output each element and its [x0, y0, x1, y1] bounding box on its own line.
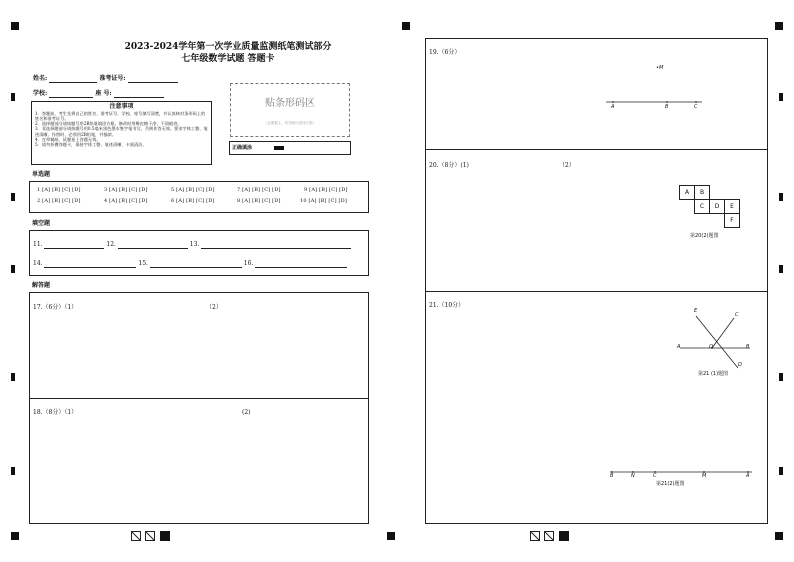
single-choice-box — [29, 181, 369, 213]
blank-row-2 — [33, 259, 347, 268]
q20-cell-c: C — [694, 199, 710, 214]
blank-label-13: 13. — [189, 241, 200, 249]
q21-line-point-c: C — [653, 473, 657, 479]
blank-label-12: 12. — [106, 241, 116, 249]
choice-q1[interactable]: 1 [A] [B] [C] [D] — [37, 187, 81, 193]
timing-mark — [11, 193, 15, 201]
fill-blank-box — [29, 230, 369, 276]
corner-mark-bottom-right — [775, 532, 783, 540]
page-title: 2023-2024学年第一次学业质量监测纸笔测试部分 — [124, 42, 332, 52]
q21-label-c: C — [735, 312, 739, 318]
blank-label-15: 15. — [138, 260, 148, 268]
single-choice-heading: 单选题 — [32, 171, 51, 178]
blank-14[interactable] — [44, 259, 136, 268]
notice-item: 1．答题前，考生先将自己的姓名、准考证号、学校、座号填写清楚，并认真核对条形码上的姓名和准考证号。 — [35, 110, 206, 121]
q19-point-m: •M — [656, 65, 664, 71]
q20-cell-f: F — [724, 213, 740, 228]
choice-q4[interactable]: 4 [A] [B] [C] [D] — [104, 198, 148, 204]
school-row — [33, 89, 164, 98]
q19-point-a: A — [611, 104, 615, 110]
q18-part2-label: (2) — [242, 409, 251, 416]
q20-part2-label: （2） — [559, 162, 575, 169]
fill-example-mark — [274, 146, 284, 150]
q19-answer-area[interactable] — [425, 38, 768, 150]
solutions-heading: 解答题 — [32, 282, 51, 289]
timing-mark — [11, 265, 15, 273]
blank-11[interactable] — [44, 240, 104, 249]
blank-label-11: 11. — [33, 241, 43, 249]
school-field[interactable] — [49, 89, 93, 98]
seat-label: 座 号: — [95, 90, 112, 98]
barcode-area[interactable] — [230, 83, 350, 137]
blank-label-16: 16. — [243, 260, 254, 268]
blank-12[interactable] — [118, 240, 188, 249]
notice-item: 3．非选择题部分请按题号用0.5毫米黑色墨水签字笔书写，否则作答无效。要求字体工整、笔迹清晰。作图时，必须用2B铅笔，并描浓。 — [35, 126, 208, 137]
q21-line-point-n: N — [631, 473, 635, 479]
timing-mark — [11, 93, 15, 101]
q21-label-d: D — [738, 362, 742, 368]
q20-label: 20.（8分）(1) — [429, 162, 469, 169]
q21-caption-2: 第21(2)题图 — [656, 481, 685, 487]
q21-label-o: O — [709, 344, 713, 350]
q18-label: 18.（8分）（1） — [33, 409, 78, 416]
seat-field[interactable] — [114, 89, 164, 98]
q20-cell-b: B — [694, 185, 710, 200]
corner-mark-top-mid-left — [402, 22, 410, 30]
choice-q6[interactable]: 6 [A] [B] [C] [D] — [171, 198, 215, 204]
q21-caption-1: 第21 (1)题图 — [698, 371, 729, 377]
q20-cell-a: A — [679, 185, 695, 200]
notice-box — [31, 101, 212, 165]
q21-label-e: E — [694, 308, 698, 314]
corner-mark-bottom-mid — [387, 532, 395, 540]
q18-answer-area[interactable] — [29, 398, 369, 524]
school-label: 学校: — [33, 90, 48, 98]
q20-caption: 第20(2)题图 — [690, 233, 719, 239]
timing-mark — [11, 467, 15, 475]
blank-16[interactable] — [255, 259, 347, 268]
fill-example-box — [229, 141, 351, 155]
choice-q5[interactable]: 5 [A] [B] [C] [D] — [171, 187, 215, 193]
name-label: 姓名: — [33, 75, 48, 83]
blank-label-14: 14. — [33, 260, 43, 268]
notice-item: 2．选择题部分请按题号用2B铅笔填涂方框，修改时用橡皮擦干净，不留痕迹。 — [35, 121, 182, 127]
choice-q7[interactable]: 7 [A] [B] [C] [D] — [237, 187, 281, 193]
ticket-label: 准考证号: — [99, 75, 126, 83]
q21-line-point-b: B — [610, 473, 614, 479]
choice-q3[interactable]: 3 [A] [B] [C] [D] — [104, 187, 148, 193]
blank-row-1 — [33, 240, 351, 249]
ticket-field[interactable] — [128, 74, 178, 83]
q19-label: 19.（6分） — [429, 49, 461, 56]
corner-mark-top-left — [11, 22, 19, 30]
q17-label: 17.（6分）（1） — [33, 304, 78, 311]
barcode-label: 贴条形码区 — [265, 98, 315, 109]
name-row — [33, 74, 178, 83]
notice-title: 注意事项 — [109, 103, 134, 110]
timing-mark — [779, 193, 783, 201]
page-code-left — [131, 531, 171, 541]
q21-figure-1 — [676, 306, 756, 374]
q21-label: 21.（10分） — [429, 302, 465, 309]
choice-q9[interactable]: 9 [A] [B] [C] [D] — [304, 187, 348, 193]
q17-answer-area[interactable] — [29, 292, 369, 399]
q21-label-b: B — [746, 344, 750, 350]
fill-example-label: 正确填涂 — [232, 145, 253, 151]
choice-q2[interactable]: 2 [A] [B] [C] [D] — [37, 198, 81, 204]
q21-label-a: A — [677, 344, 681, 350]
q21-figure-2 — [608, 468, 754, 476]
choice-q8[interactable]: 8 [A] [B] [C] [D] — [237, 198, 281, 204]
page-subtitle: 七年级数学试题 答题卡 — [181, 54, 275, 64]
q20-answer-area[interactable] — [425, 149, 768, 292]
q20-cell-d: D — [709, 199, 725, 214]
barcode-note: （正面朝上，切勿贴出虚线方框） — [263, 121, 317, 125]
corner-mark-bottom-left — [11, 532, 19, 540]
q19-point-b: B — [665, 104, 669, 110]
blank-13[interactable] — [201, 240, 351, 249]
q21-line-point-m: M — [702, 473, 707, 479]
corner-mark-top-right — [775, 22, 783, 30]
timing-mark — [779, 265, 783, 273]
timing-mark — [779, 467, 783, 475]
q17-part2-label: （2） — [206, 304, 222, 311]
notice-item: 4．在草稿纸、试题卷上答题无效。 — [35, 136, 101, 142]
timing-mark — [779, 373, 783, 381]
notice-item: 5．请勿折叠答题卡，保持字体工整、笔迹清晰、卡面清洁。 — [35, 142, 147, 148]
timing-mark — [779, 93, 783, 101]
name-field[interactable] — [49, 74, 97, 83]
q21-answer-area[interactable] — [425, 291, 768, 524]
page-code-right — [530, 531, 570, 541]
fill-blank-heading: 填空题 — [32, 220, 51, 227]
q19-figure — [604, 97, 704, 111]
choice-q10[interactable]: 10 [A] [B] [C] [D] — [300, 198, 348, 204]
q20-cell-e: E — [724, 199, 740, 214]
timing-mark — [11, 373, 15, 381]
q21-line-point-a: A — [746, 473, 750, 479]
q19-point-c: C — [694, 104, 698, 110]
blank-15[interactable] — [150, 259, 242, 268]
